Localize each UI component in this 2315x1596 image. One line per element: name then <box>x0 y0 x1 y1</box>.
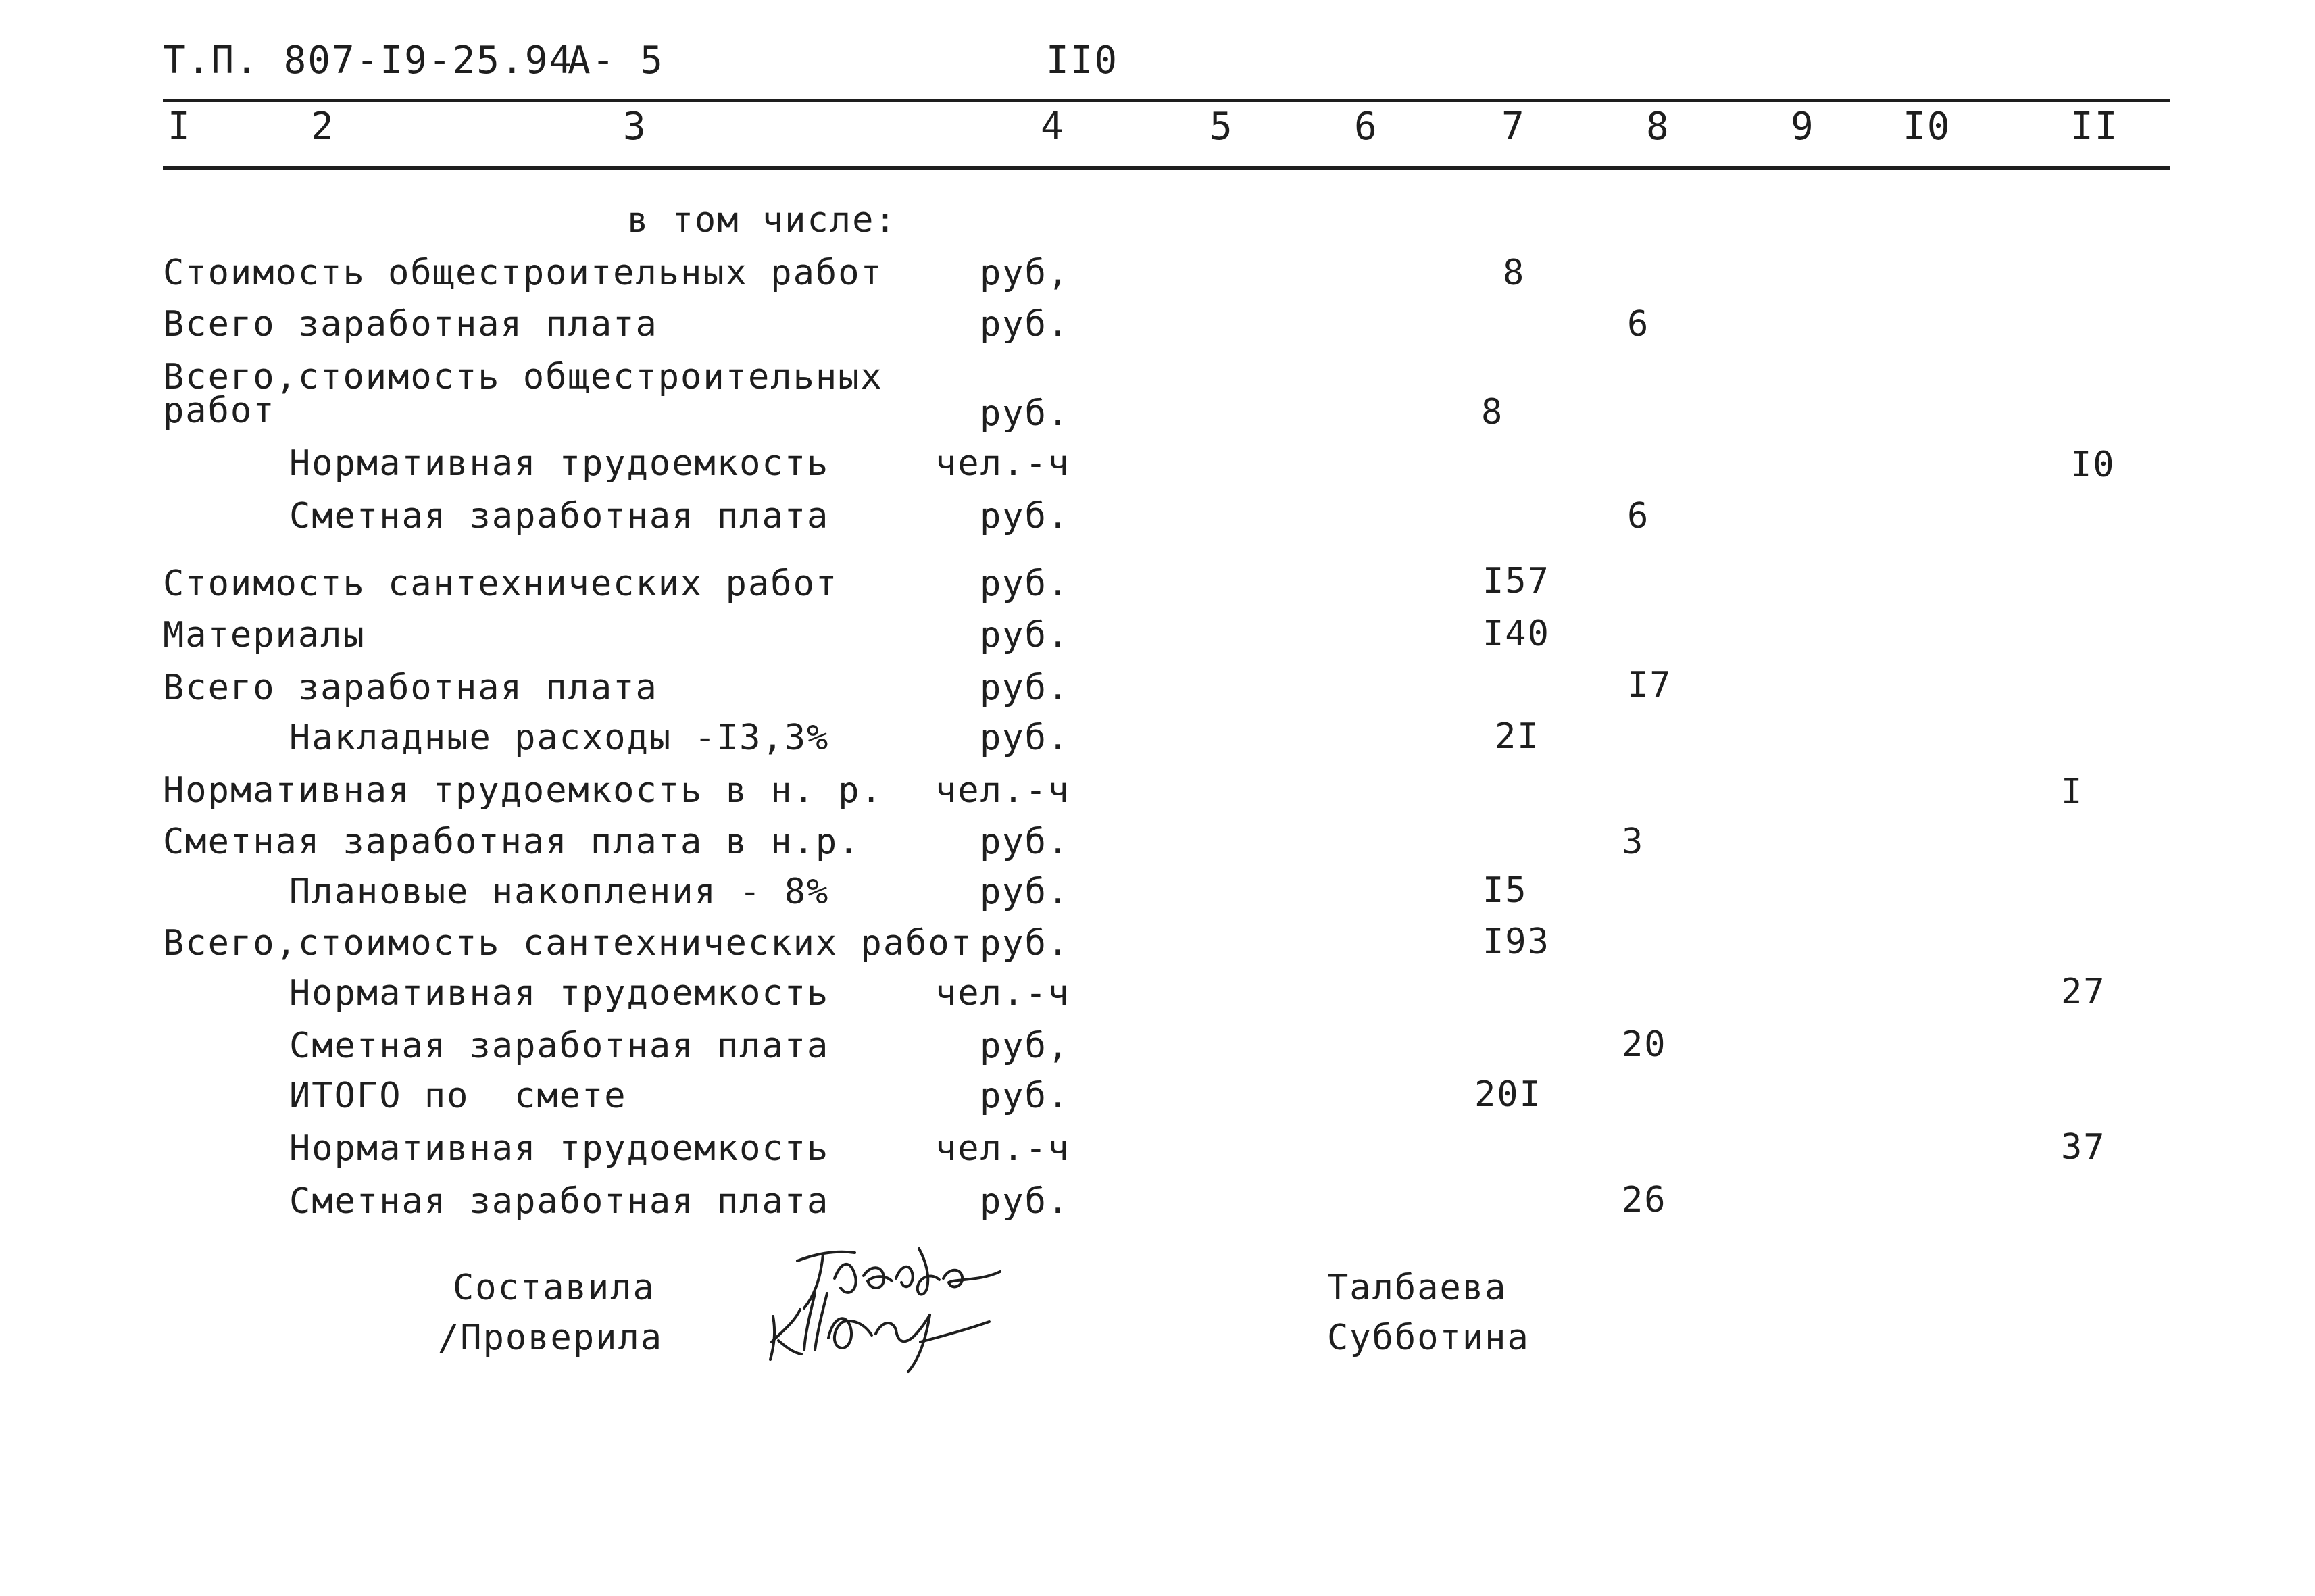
row-unit: руб. <box>980 668 1070 708</box>
row-col8-value: 20 <box>1622 1024 1667 1065</box>
row-name: ИТОГО по смете <box>289 1076 627 1116</box>
row-unit: руб. <box>980 393 1070 434</box>
row-unit: чел.-ч <box>935 443 1070 484</box>
row-name: Накладные расходы -I3,3% <box>289 718 830 758</box>
table-header-rule <box>163 166 2170 170</box>
album-number: А- 5 <box>568 39 664 82</box>
column-header-5: 5 <box>1210 105 1234 149</box>
row-name: Нормативная трудоемкость в н. р. <box>163 770 883 811</box>
row-name: Сметная заработная плата <box>289 1026 830 1066</box>
column-header-4: 4 <box>1041 105 1065 149</box>
column-header-3: 3 <box>623 105 647 149</box>
row-name: Всего,стоимость сантехнических работ <box>163 923 974 964</box>
row-unit: руб, <box>980 1026 1070 1066</box>
row-unit: руб. <box>980 923 1070 964</box>
row-unit: руб. <box>980 615 1070 655</box>
column-header-11: II <box>2070 105 2119 149</box>
checked-by-name: Субботина <box>1327 1318 1530 1358</box>
row-col7-value: 8 <box>1503 253 1526 293</box>
row-unit: чел.-ч <box>935 973 1070 1014</box>
compiled-by-name: Талбаева <box>1327 1268 1508 1308</box>
row-subheading: в том числе: <box>627 200 897 241</box>
column-header-10: I0 <box>1903 105 1951 149</box>
row-name: Всего,стоимость общестроительных <box>163 357 883 397</box>
row-name: Нормативная трудоемкость <box>289 973 830 1014</box>
row-col7-value: I5 <box>1483 870 1528 911</box>
row-col7-value: 8 <box>1481 392 1504 432</box>
row-name: Плановые накопления - 8% <box>289 872 830 912</box>
compiled-by-label: Составила <box>453 1268 655 1308</box>
row-col8-value: 3 <box>1622 822 1645 862</box>
row-unit: руб. <box>980 304 1070 345</box>
row-col7-value: I93 <box>1483 922 1550 962</box>
row-col11-value: 27 <box>2061 972 2106 1012</box>
column-header-6: 6 <box>1354 105 1378 149</box>
column-header-2: 2 <box>311 105 335 149</box>
row-col7-value: I40 <box>1483 614 1550 654</box>
row-col7-value: I57 <box>1483 561 1550 601</box>
column-header-9: 9 <box>1791 105 1815 149</box>
document-code: Т.П. 807-I9-25.94 <box>163 39 574 82</box>
column-header-1: I <box>168 105 192 149</box>
row-name: Всего заработная плата <box>163 668 658 708</box>
row-col7-value: 20I <box>1474 1074 1542 1115</box>
row-col11-value: I <box>2061 772 2084 812</box>
row-unit: руб. <box>980 872 1070 912</box>
row-name: Всего заработная плата <box>163 304 658 345</box>
row-col8-value: 6 <box>1627 496 1650 537</box>
row-name: Сметная заработная плата в н.р. <box>163 822 861 862</box>
row-col7-value: 2I <box>1495 716 1540 757</box>
row-name: Сметная заработная плата <box>289 1181 830 1222</box>
row-name: Материалы <box>163 615 366 655</box>
row-col8-value: 26 <box>1622 1180 1667 1220</box>
row-name: Нормативная трудоемкость <box>289 443 830 484</box>
column-header-7: 7 <box>1501 105 1526 149</box>
page-number: II0 <box>1046 39 1119 82</box>
table-top-rule <box>163 99 2170 102</box>
row-unit: руб. <box>980 496 1070 537</box>
row-unit: руб. <box>980 822 1070 862</box>
row-col11-value: 37 <box>2061 1127 2106 1168</box>
row-unit: руб, <box>980 253 1070 293</box>
checked-signature <box>764 1277 1007 1378</box>
row-unit: чел.-ч <box>935 1128 1070 1169</box>
checked-by-label: /Проверила <box>438 1318 664 1358</box>
row-col8-value: I7 <box>1627 665 1672 705</box>
column-header-8: 8 <box>1646 105 1670 149</box>
row-name: Стоимость сантехнических работ <box>163 564 839 604</box>
row-unit: руб. <box>980 1181 1070 1222</box>
row-col8-value: 6 <box>1627 304 1650 345</box>
row-name-continued: работ <box>163 391 276 431</box>
row-col11-value: I0 <box>2070 445 2116 485</box>
row-name: Нормативная трудоемкость <box>289 1128 830 1169</box>
row-unit: руб. <box>980 718 1070 758</box>
row-unit: руб. <box>980 1076 1070 1116</box>
row-unit: чел.-ч <box>935 770 1070 811</box>
row-name: Сметная заработная плата <box>289 496 830 537</box>
row-unit: руб. <box>980 564 1070 604</box>
row-name: Стоимость общестроительных работ <box>163 253 883 293</box>
